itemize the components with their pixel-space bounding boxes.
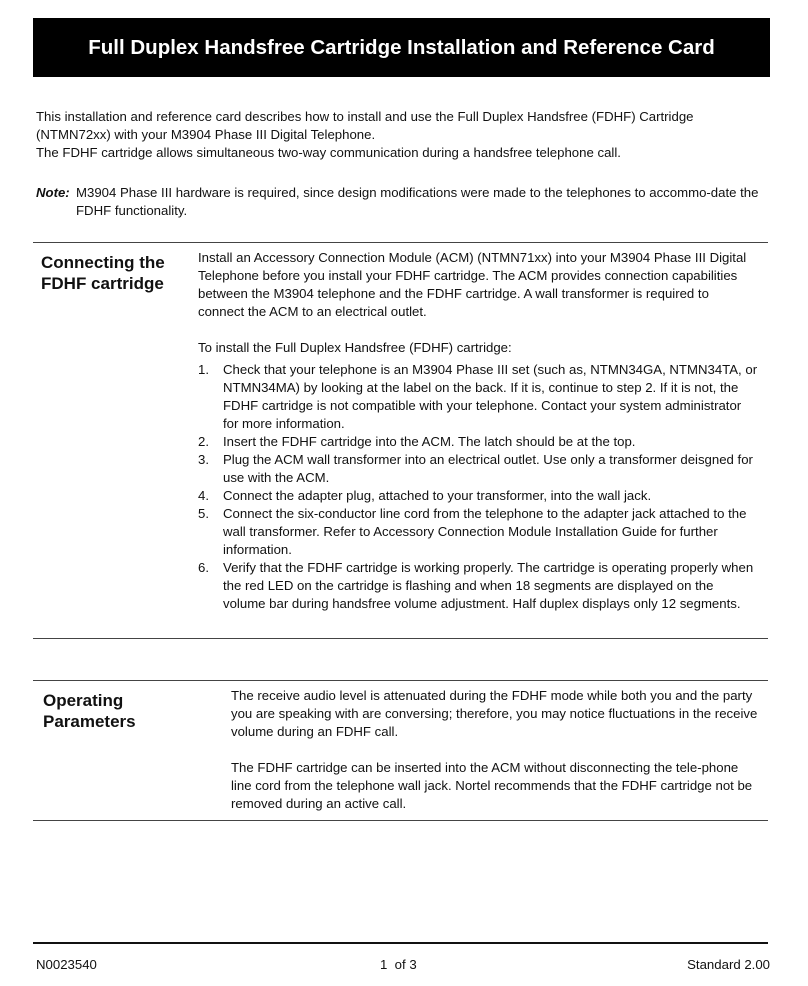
section-divider [33,820,768,821]
step-text: Insert the FDHF cartridge into the ACM. The latch should be at the top. [223,434,636,449]
step-number: 2. [198,434,209,449]
intro-paragraph-2: The FDHF cartridge allows simultaneous two-way communication during a handsfree telephone call. [36,145,621,160]
list-item [198,559,758,613]
step-number: 1. [198,362,209,377]
section-divider [33,242,768,243]
standard-version: Standard 2.00 [687,957,770,972]
list-item [198,487,758,505]
step-number: 6. [198,560,209,575]
step-text: Check that your telephone is an M3904 Phase III set (such as, NTMN34GA, NTMN34TA, or NTMN34MA) by looking at the label on the back. If it is, continue to step 2. If it is not, the FDHF cartridge is not compatible with your telephone. Contact your system administrator for more information. [223,362,758,431]
list-item [198,451,758,487]
intro-paragraph: This installation and reference card describes how to install and use the Full Duplex Handsfree (FDHF) Cartridge (NTMN72xx) with your M3904 Phase III Digital Telephone. [36,109,694,142]
step-text: Verify that the FDHF cartridge is working properly. The cartridge is operating properly when the red LED on the cartridge is flashing and when 18 segments are displayed on the volume bar during handsfree volume adjustment. Half duplex displays only 12 segments. [223,560,754,611]
document-number: N0023540 [36,957,97,972]
section-body-operating [231,687,761,813]
list-item [198,361,758,433]
operating-paragraph-2: The FDHF cartridge can be inserted into the ACM without disconnecting the tele-phone line cord from the telephone wall jack. Nortel recommends that the FDHF cartridge not be removed during an active call. [231,760,753,811]
page-number: 1 of 3 [380,957,417,972]
step-text: Connect the adapter plug, attached to your transformer, into the wall jack. [223,488,652,503]
step-number: 4. [198,488,209,503]
connecting-paragraph: Install an Accessory Connection Module (ACM) (NTMN71xx) into your M3904 Phase III Digital Telephone before you install your FDHF cartridge. The ACM provides connection capabilities between the M3904 telephone and the FDHF cartridge. A wall transformer is required to connect the ACM to an electrical outlet. [198,250,747,319]
intro-section [36,108,766,162]
operating-paragraph: The receive audio level is attenuated during the FDHF mode while both you and the party you are speaking with are conversing; therefore, you may notice fluctuations in the receive volume during an FDHF call. [231,688,758,739]
step-number: 5. [198,506,209,521]
install-steps-list [198,361,758,613]
note-label: Note: [36,185,70,200]
list-item [198,433,758,451]
page-title [33,18,770,77]
step-text: Connect the six-conductor line cord from the telephone to the adapter jack attached to the wall transformer. Refer to Accessory Connection Module Installation Guide for further information. [223,506,747,557]
section-body-connecting [198,249,758,613]
page-title-text: Full Duplex Handsfree Cartridge Installation and Reference Card [88,35,715,59]
install-lead: To install the Full Duplex Handsfree (FDHF) cartridge: [198,340,512,355]
step-number: 3. [198,452,209,467]
note-block [36,184,766,220]
step-text: Plug the ACM wall transformer into an electrical outlet. Use only a transformer deisgned for use with the ACM. [223,452,753,485]
note-text: M3904 Phase III hardware is required, since design modifications were made to the telephones to accommo-date the FDHF functionality. [76,185,759,218]
section-heading-connecting: Connecting the FDHF cartridge [41,253,165,293]
section-divider [33,638,768,639]
section-heading-operating: Operating Parameters [43,691,136,731]
list-item [198,505,758,559]
footer-divider [33,942,768,944]
section-divider [33,680,768,681]
